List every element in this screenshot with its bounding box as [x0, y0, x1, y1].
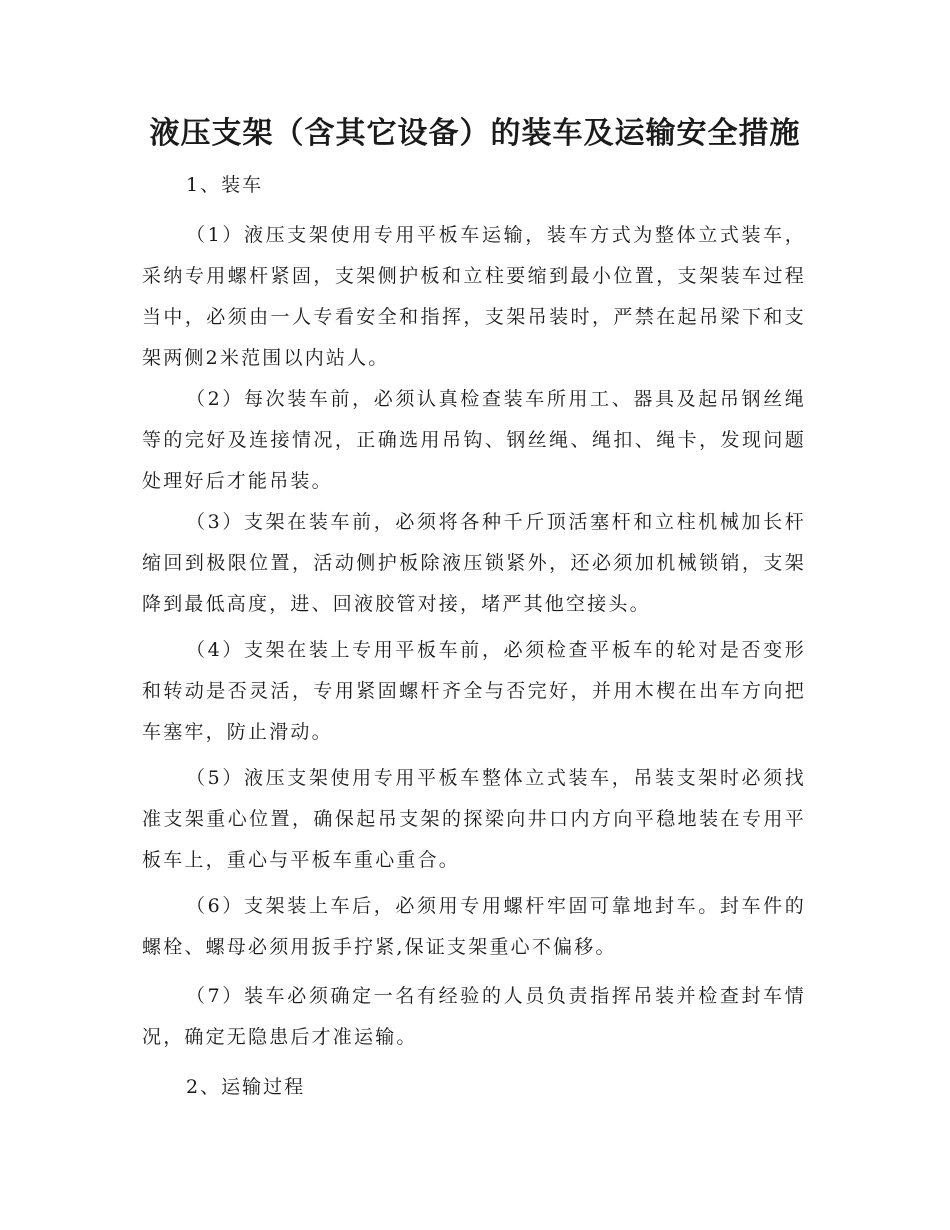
paragraph-1: （1）液压支架使用专用平板车运输，装车方式为整体立式装车，采纳专用螺杆紧固，支架侧护板和立柱要缩到最小位置，支架装车过程当中，必须由一人专看安全和指挥，支架吊装时，严禁在起吊梁下和支架两侧2米范围以内站人。 — [142, 224, 806, 369]
section-heading-loading: 1、装车 — [186, 174, 264, 196]
paragraph-6: （6）支架装上车后，必须用专用螺杆牢固可靠地封车。封车件的螺栓、螺母必须用扳手拧紧,保证支架重心不偏移。 — [142, 895, 806, 958]
paragraph-7: （7）装车必须确定一名有经验的人员负责指挥吊装并检查封车情况，确定无隐患后才准运输。 — [142, 985, 806, 1048]
paragraph-2: （2）每次装车前，必须认真检查装车所用工、器具及起吊钢丝绳等的完好及连接情况，正确选用吊钩、钢丝绳、绳扣、绳卡，发现问题处理好后才能吊装。 — [142, 388, 806, 492]
section-heading-transport: 2、运输过程 — [186, 1076, 306, 1098]
paragraph-3: （3）支架在装车前，必须将各种千斤顶活塞杆和立柱机械加长杆缩回到极限位置，活动侧护板除液压锁紧外，还必须加机械锁销，支架降到最低高度，进、回液胶管对接，堵严其他空接头。 — [142, 511, 806, 615]
document-title: 液压支架（含其它设备）的装车及运输安全措施 — [149, 116, 801, 151]
paragraph-5: （5）液压支架使用专用平板车整体立式装车，吊装支架时必须找准支架重心位置，确保起吊支架的探梁向井口内方向平稳地装在专用平板车上，重心与平板车重心重合。 — [142, 767, 806, 871]
paragraph-4: （4）支架在装上专用平板车前，必须检查平板车的轮对是否变形和转动是否灵活，专用紧固螺杆齐全与否完好，并用木楔在出车方向把车塞牢，防止滑动。 — [142, 639, 806, 743]
